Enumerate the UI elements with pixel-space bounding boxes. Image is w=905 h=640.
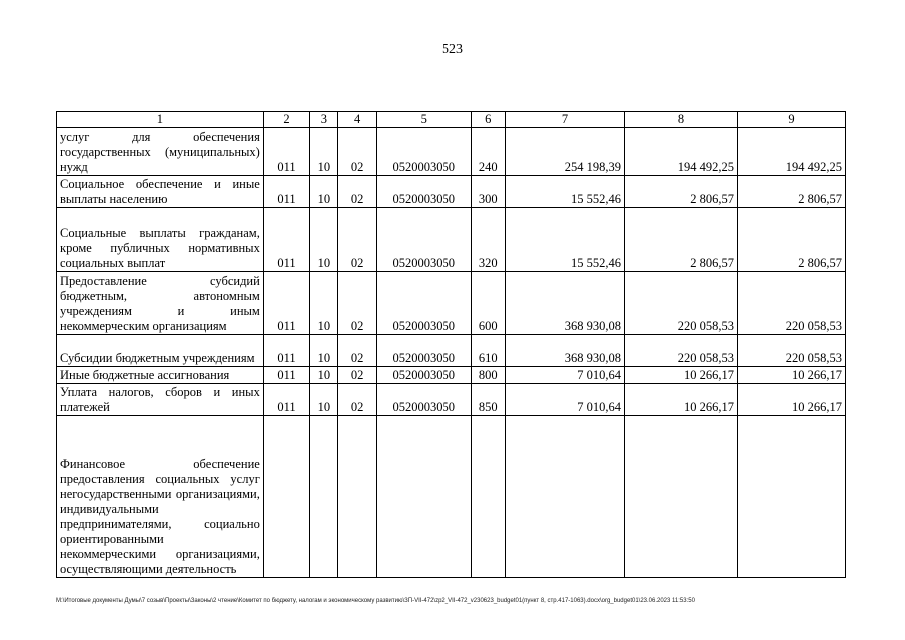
cell-amount-9: 2 806,57	[737, 208, 845, 272]
cell-amount-8	[624, 416, 737, 578]
cell-amount-8: 10 266,17	[624, 384, 737, 416]
cell-amount-9: 220 058,53	[737, 335, 845, 367]
cell-amount-9	[737, 416, 845, 578]
header-cell: 6	[471, 112, 505, 128]
table-row	[57, 367, 846, 384]
cell-expense-type	[471, 416, 505, 578]
cell-code	[263, 416, 309, 578]
cell-amount-7: 368 930,08	[505, 272, 624, 335]
cell-amount-8: 2 806,57	[624, 208, 737, 272]
row-description: Финансовое обеспечение предоставления социальных услуг негосударственными организациями, индивидуальными предпринимателями, социально ориентированными некоммерческими организациями, осуществляющими деятельность	[57, 416, 264, 578]
header-cell: 5	[376, 112, 471, 128]
cell-code: 011	[263, 176, 309, 208]
cell-target-article	[376, 416, 471, 578]
row-description: Социальные выплаты гражданам, кроме публичных нормативных социальных выплат	[57, 208, 264, 272]
cell-code: 011	[263, 384, 309, 416]
page-number: 523	[442, 42, 463, 57]
cell-target-article: 0520003050	[376, 272, 471, 335]
cell-amount-7: 254 198,39	[505, 128, 624, 176]
cell-expense-type: 800	[471, 367, 505, 384]
cell-target-article: 0520003050	[376, 335, 471, 367]
row-description: Предоставление субсидий бюджетным, автономным учреждениям и иным некоммерческим организациям	[57, 272, 264, 335]
table-row	[57, 208, 846, 272]
cell-amount-7: 15 552,46	[505, 208, 624, 272]
table-row	[57, 128, 846, 176]
row-description: Иные бюджетные ассигнования	[57, 367, 264, 384]
cell-section: 10	[310, 384, 338, 416]
table-row	[57, 384, 846, 416]
cell-expense-type: 320	[471, 208, 505, 272]
cell-code: 011	[263, 208, 309, 272]
cell-code: 011	[263, 128, 309, 176]
cell-target-article: 0520003050	[376, 128, 471, 176]
cell-amount-8: 194 492,25	[624, 128, 737, 176]
cell-subsection: 02	[338, 335, 376, 367]
cell-amount-8: 2 806,57	[624, 176, 737, 208]
cell-amount-8: 220 058,53	[624, 272, 737, 335]
cell-subsection: 02	[338, 384, 376, 416]
cell-expense-type: 240	[471, 128, 505, 176]
cell-subsection: 02	[338, 128, 376, 176]
cell-target-article: 0520003050	[376, 208, 471, 272]
cell-section: 10	[310, 272, 338, 335]
header-cell: 9	[737, 112, 845, 128]
cell-amount-9: 220 058,53	[737, 272, 845, 335]
file-path-footer: M:\Итоговые документы Думы\7 созыв\Проекты\Законы\2 чтение\Комитет по бюджету, налогам и экономическому развитию\ЗП-VII-472\zp2_VII-472_v230623_budget01(пункт 8, стр.417-1063).docx\org_budget01\23.06.2023 11:53:50	[56, 598, 695, 604]
cell-amount-7	[505, 416, 624, 578]
cell-amount-8: 220 058,53	[624, 335, 737, 367]
cell-target-article: 0520003050	[376, 176, 471, 208]
cell-amount-9: 10 266,17	[737, 367, 845, 384]
table-row	[57, 416, 846, 578]
cell-code: 011	[263, 367, 309, 384]
cell-section: 10	[310, 367, 338, 384]
header-cell: 2	[263, 112, 309, 128]
table-row	[57, 335, 846, 367]
cell-amount-7: 7 010,64	[505, 384, 624, 416]
cell-amount-9: 10 266,17	[737, 384, 845, 416]
header-row	[57, 112, 846, 128]
header-cell: 3	[310, 112, 338, 128]
cell-section: 10	[310, 335, 338, 367]
row-description: Субсидии бюджетным учреждениям	[57, 335, 264, 367]
cell-subsection	[338, 416, 376, 578]
row-description: Социальное обеспечение и иные выплаты населению	[57, 176, 264, 208]
header-cell: 4	[338, 112, 376, 128]
cell-section: 10	[310, 208, 338, 272]
budget-table	[56, 111, 846, 578]
cell-amount-7: 7 010,64	[505, 367, 624, 384]
cell-subsection: 02	[338, 367, 376, 384]
cell-amount-7: 368 930,08	[505, 335, 624, 367]
cell-subsection: 02	[338, 272, 376, 335]
cell-expense-type: 610	[471, 335, 505, 367]
cell-target-article: 0520003050	[376, 367, 471, 384]
row-description: Уплата налогов, сборов и иных платежей	[57, 384, 264, 416]
cell-section: 10	[310, 128, 338, 176]
header-cell: 1	[57, 112, 264, 128]
cell-target-article: 0520003050	[376, 384, 471, 416]
cell-code: 011	[263, 272, 309, 335]
cell-amount-7: 15 552,46	[505, 176, 624, 208]
cell-amount-8: 10 266,17	[624, 367, 737, 384]
cell-expense-type: 300	[471, 176, 505, 208]
cell-amount-9: 2 806,57	[737, 176, 845, 208]
cell-subsection: 02	[338, 176, 376, 208]
cell-code: 011	[263, 335, 309, 367]
header-cell: 8	[624, 112, 737, 128]
header-cell: 7	[505, 112, 624, 128]
row-description: услуг для обеспечения государственных (муниципальных) нужд	[57, 128, 264, 176]
cell-expense-type: 850	[471, 384, 505, 416]
cell-subsection: 02	[338, 208, 376, 272]
cell-section: 10	[310, 176, 338, 208]
cell-amount-9: 194 492,25	[737, 128, 845, 176]
cell-section	[310, 416, 338, 578]
table-row	[57, 272, 846, 335]
table-row	[57, 176, 846, 208]
cell-expense-type: 600	[471, 272, 505, 335]
